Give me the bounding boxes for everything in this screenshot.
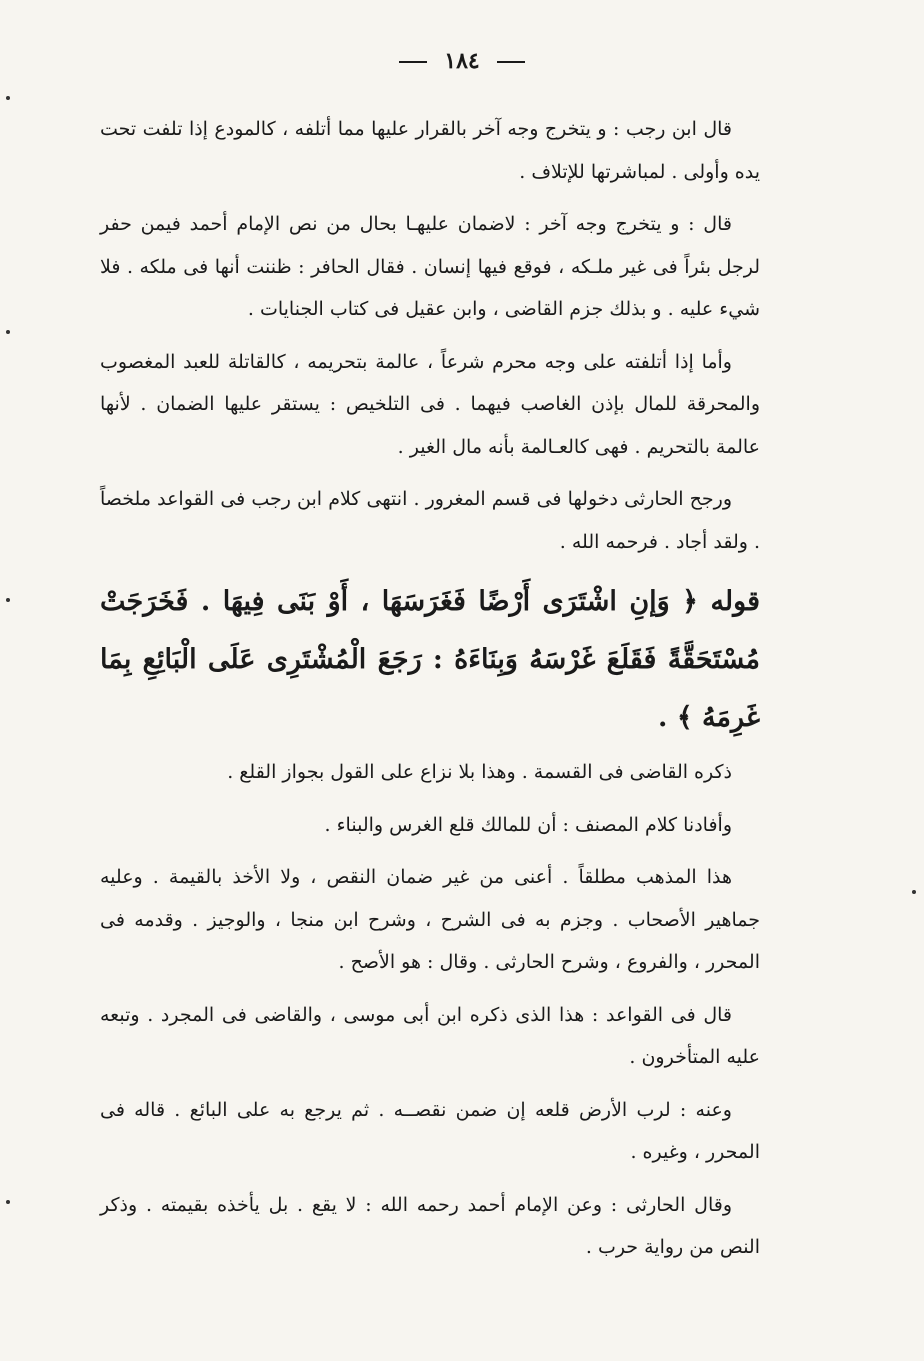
- paragraph: قال : و يتخرج وجه آخر : لاضمان عليهـا بحال من نص الإمام أحمد فيمن حفر لرجل بئراً فى غير ملـكه ، فوقع فيها إنسان . فقال الحافر : ظننت أنها فى ملكه . فلا شيء عليه . و بذلك جزم القاضى ، وابن عقيل فى كتاب الجنايات .: [100, 213, 760, 320]
- scan-edge-mark: [6, 330, 10, 334]
- paragraph: قال ابن رجب : و يتخرج وجه آخر بالقرار عليها مما أتلفه ، كالمودع إذا تلفت تحت يده وأولى . لمباشرتها للإتلاف .: [100, 118, 760, 183]
- paragraph: هذا المذهب مطلقاً . أعنى من غير ضمان النقص ، ولا الأخذ بالقيمة . وعليه جماهير الأصحاب . وجزم به فى الشرح ، وشرح ابن منجا ، والوجيز . وقدمه فى المحرر ، والفروع ، وشرح الحارثى . وقال : هو الأصح .: [100, 866, 760, 973]
- page-number-text: ١٨٤: [444, 48, 480, 74]
- paragraph: وأفادنا كلام المصنف : أن للمالك قلع الغرس والبناء .: [324, 813, 732, 836]
- paragraph: ورجح الحارثى دخولها فى قسم المغرور . انتهى كلام ابن رجب فى القواعد ملخصاً . ولقد أجاد . فرحمه الله .: [100, 488, 760, 553]
- paragraph: وقال الحارثى : وعن الإمام أحمد رحمه الله : لا يقع . بل يأخذه بقيمته . وذكر النص من رواية حرب .: [100, 1193, 760, 1258]
- paragraph: قال فى القواعد : هذا الذى ذكره ابن أبى موسى ، والقاضى فى المجرد . وتبعه عليه المتأخرون .: [100, 1003, 760, 1068]
- quoted-heading: قوله ﴿ وَإنِ اشْتَرَى أَرْضًا فَغَرَسَهَا ، أَوْ بَنَى فِيهَا . فَخَرَجَتْ مُسْتَحَقَّةً فَقَلَعَ غَرْسَهُ وَبِنَاءَهُ : رَجَعَ الْمُشْتَرِى عَلَى الْبَائِعِ بِمَا غَرِمَهُ ﴾ .: [100, 586, 760, 733]
- scan-edge-mark: [6, 1200, 10, 1204]
- body-text: [100, 108, 760, 1279]
- scan-edge-mark: [6, 598, 10, 602]
- paragraph: وأما إذا أتلفته على وجه محرم شرعاً ، عالمة بتحريمه ، كالقاتلة للعبد المغصوب والمحرقة للمال بإذن الغاصب فيهما . فى التلخيص : يستقر عليها الضمان . لأنها عالمة بالتحريم . فهى كالعـالمة بأنه مال الغير .: [100, 350, 760, 458]
- paragraph: وعنه : لرب الأرض قلعه إن ضمن نقصــه . ثم يرجع به على البائع . قاله فى المحرر ، وغيره .: [100, 1098, 760, 1163]
- page-number-dash-right: [497, 61, 525, 63]
- scan-edge-mark: [912, 890, 916, 894]
- page-number-dash-left: [399, 61, 427, 63]
- page-number: [0, 48, 924, 74]
- scan-edge-mark: [6, 96, 10, 100]
- paragraph: ذكره القاضى فى القسمة . وهذا بلا نزاع على القول بجواز القلع .: [227, 761, 732, 783]
